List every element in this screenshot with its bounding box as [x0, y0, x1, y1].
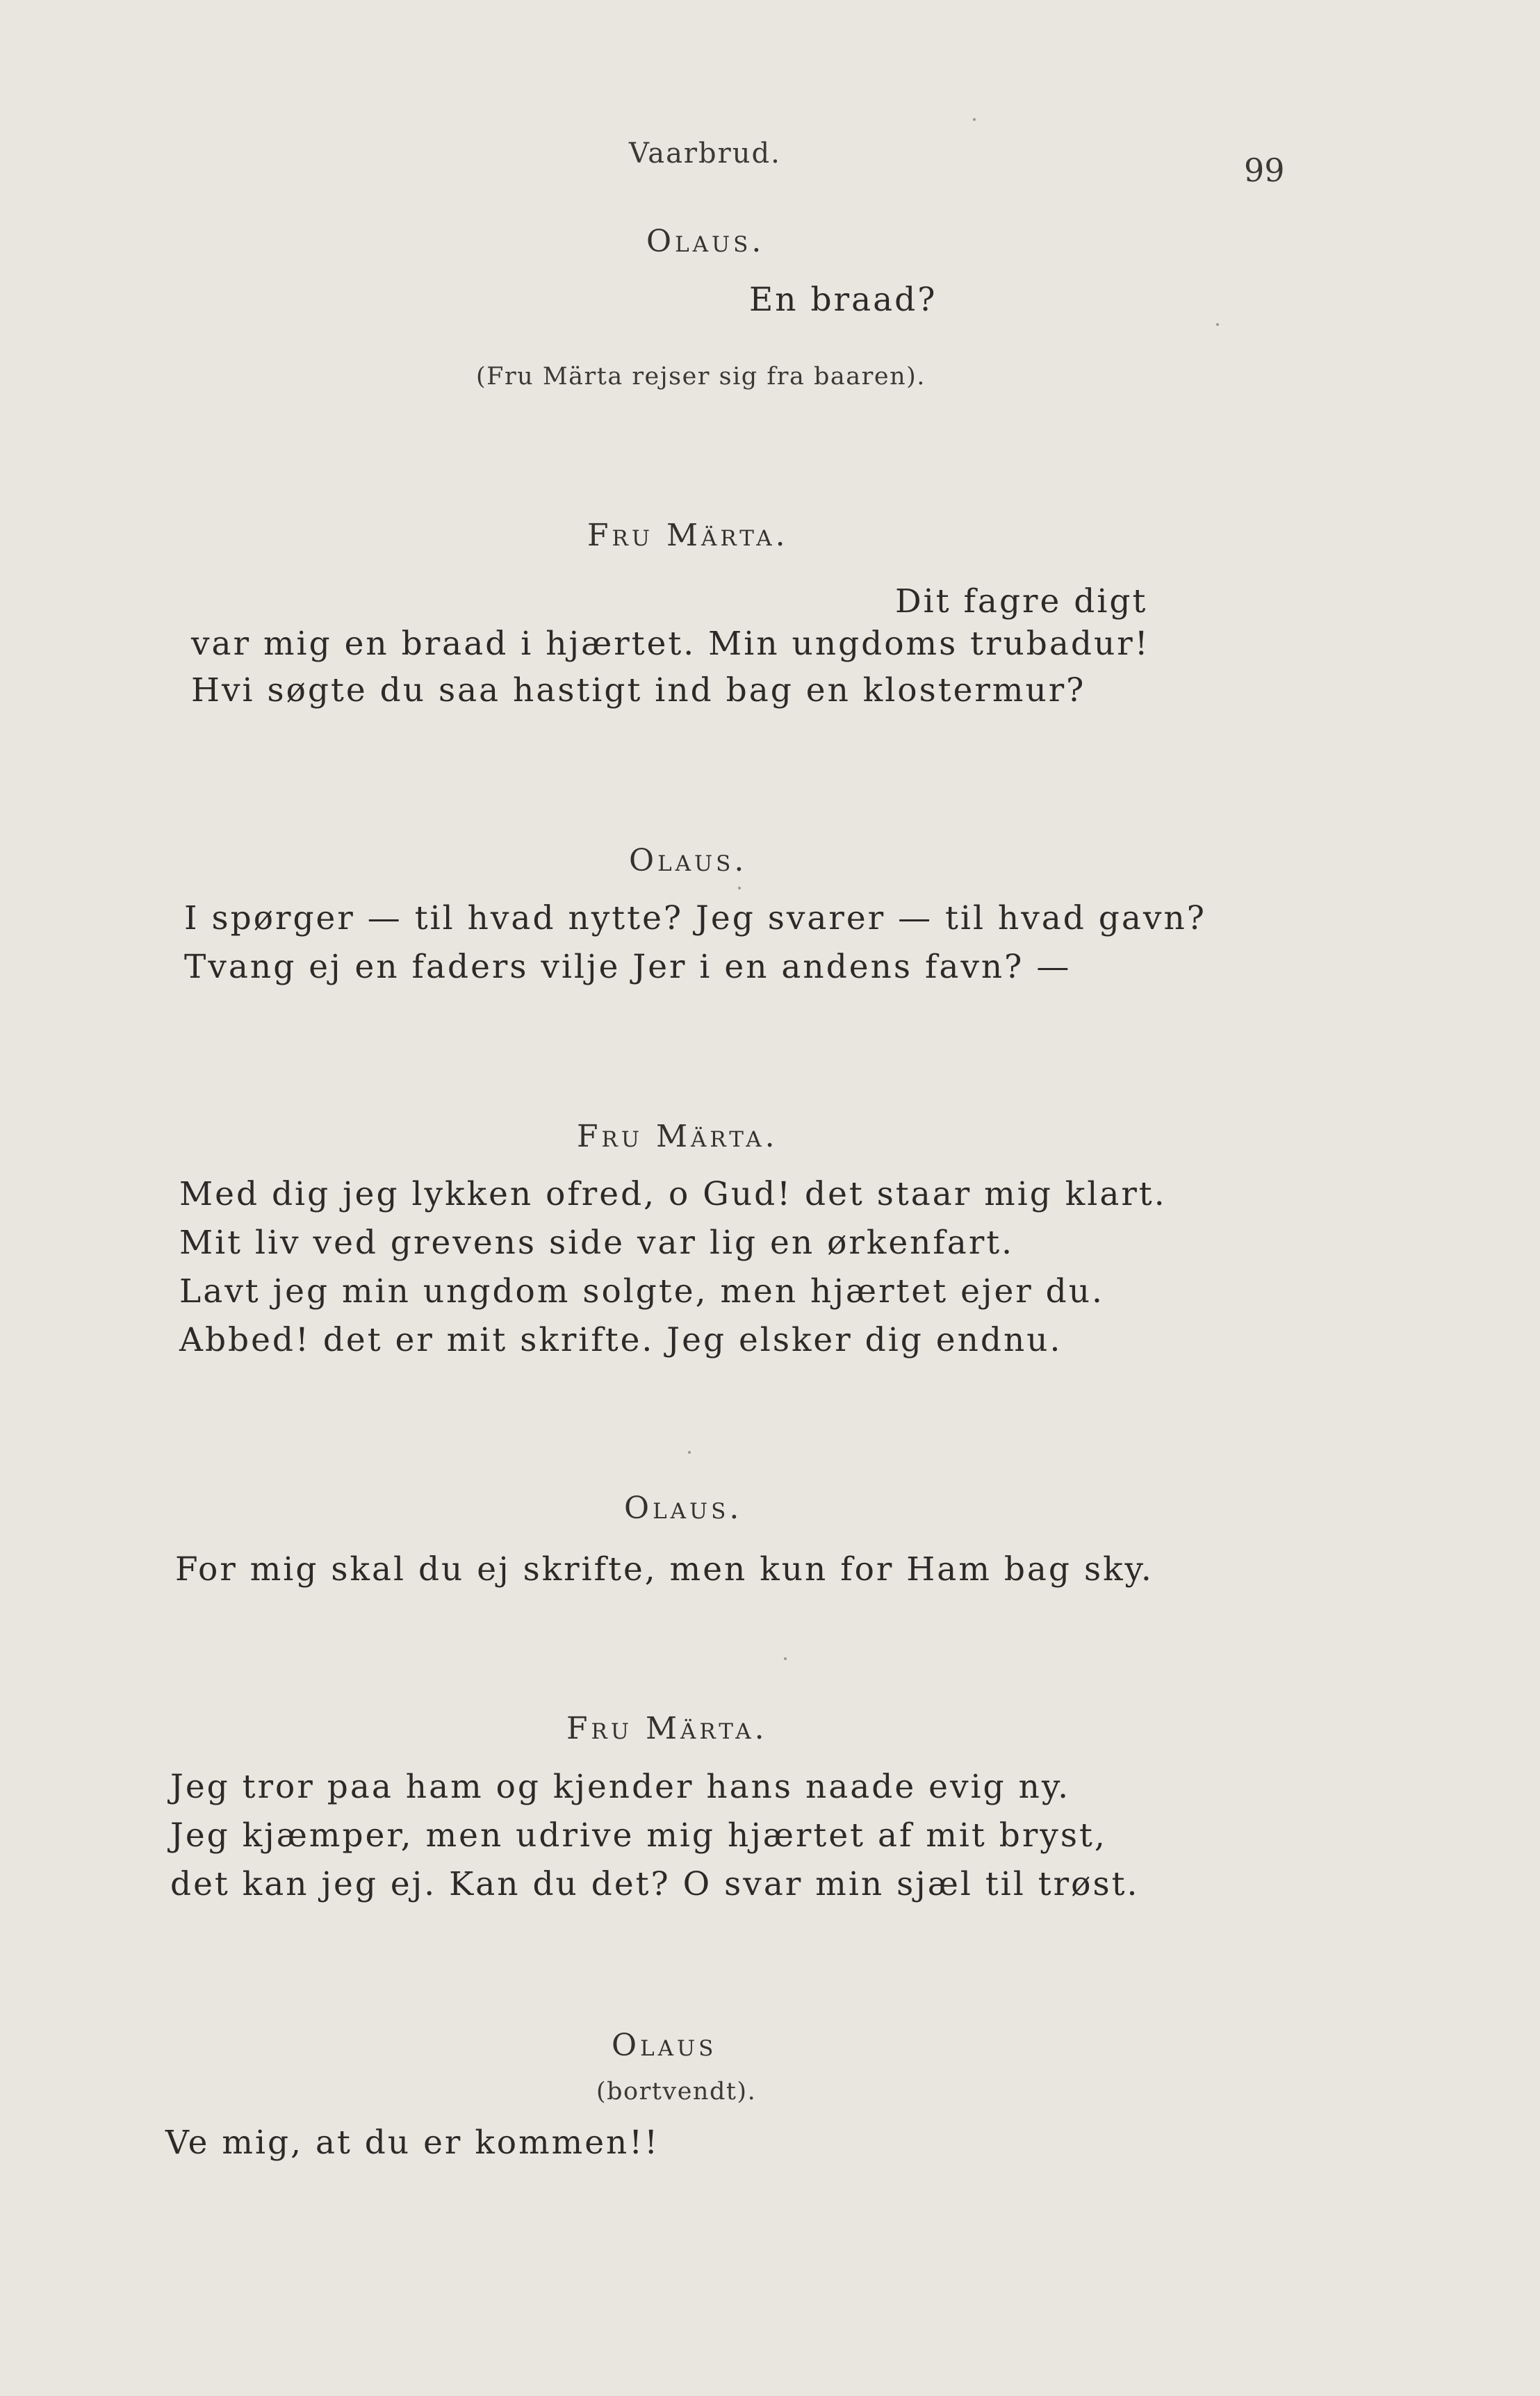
speaker-name: Fru Märta. [587, 518, 789, 553]
stage-direction: (Fru Märta rejser sig fra baaren). [476, 363, 926, 391]
verse-line: Jeg tror paa ham og kjender hans naade evig ny. [170, 1768, 1071, 1806]
verse-line: Dit fagre digt [895, 582, 1148, 621]
verse-line: Med dig jeg lykken ofred, o Gud! det staar mig klart. [179, 1175, 1167, 1213]
verse-line: Tvang ej en faders vilje Jer i en andens favn? — [184, 948, 1072, 986]
verse-line: I spørger — til hvad nytte? Jeg svarer — til hvad gavn? [184, 899, 1206, 937]
speaker-name: Olaus. [624, 1491, 743, 1526]
paper-speck [688, 1451, 691, 1454]
verse-line: Ve mig, at du er kommen!! [165, 2124, 660, 2162]
paper-speck [738, 887, 741, 889]
speaker-name: Olaus [612, 2028, 717, 2063]
verse-line: En braad? [749, 281, 937, 319]
verse-line: Lavt jeg min ungdom solgte, men hjærtet ejer du. [179, 1272, 1104, 1311]
verse-line: For mig skal du ej skrifte, men kun for Ham bag sky. [175, 1550, 1154, 1589]
verse-line: det kan jeg ej. Kan du det? O svar min sjæl til trøst. [170, 1865, 1140, 1903]
speaker-name: Fru Märta. [566, 1711, 768, 1746]
paper-speck [1216, 323, 1219, 326]
speaker-name: Olaus. [646, 224, 765, 259]
page-number: 99 [1244, 151, 1285, 189]
verse-line: Hvi søgte du saa hastigt ind bag en klostermur? [191, 671, 1086, 709]
verse-line: var mig en braad i hjærtet. Min ungdoms trubadur! [191, 625, 1150, 663]
verse-line: Mit liv ved grevens side var lig en ørkenfart. [179, 1224, 1015, 1262]
speaker-name: Fru Märta. [577, 1119, 778, 1154]
stage-direction: (bortvendt). [596, 2078, 757, 2106]
verse-line: Abbed! det er mit skrifte. Jeg elsker dig endnu. [179, 1321, 1063, 1359]
running-title: Vaarbrud. [629, 138, 781, 170]
speaker-name: Olaus. [629, 843, 748, 878]
paper-speck [784, 1657, 787, 1660]
verse-line: Jeg kjæmper, men udrive mig hjærtet af mit bryst, [170, 1816, 1107, 1855]
paper-speck [973, 118, 976, 121]
